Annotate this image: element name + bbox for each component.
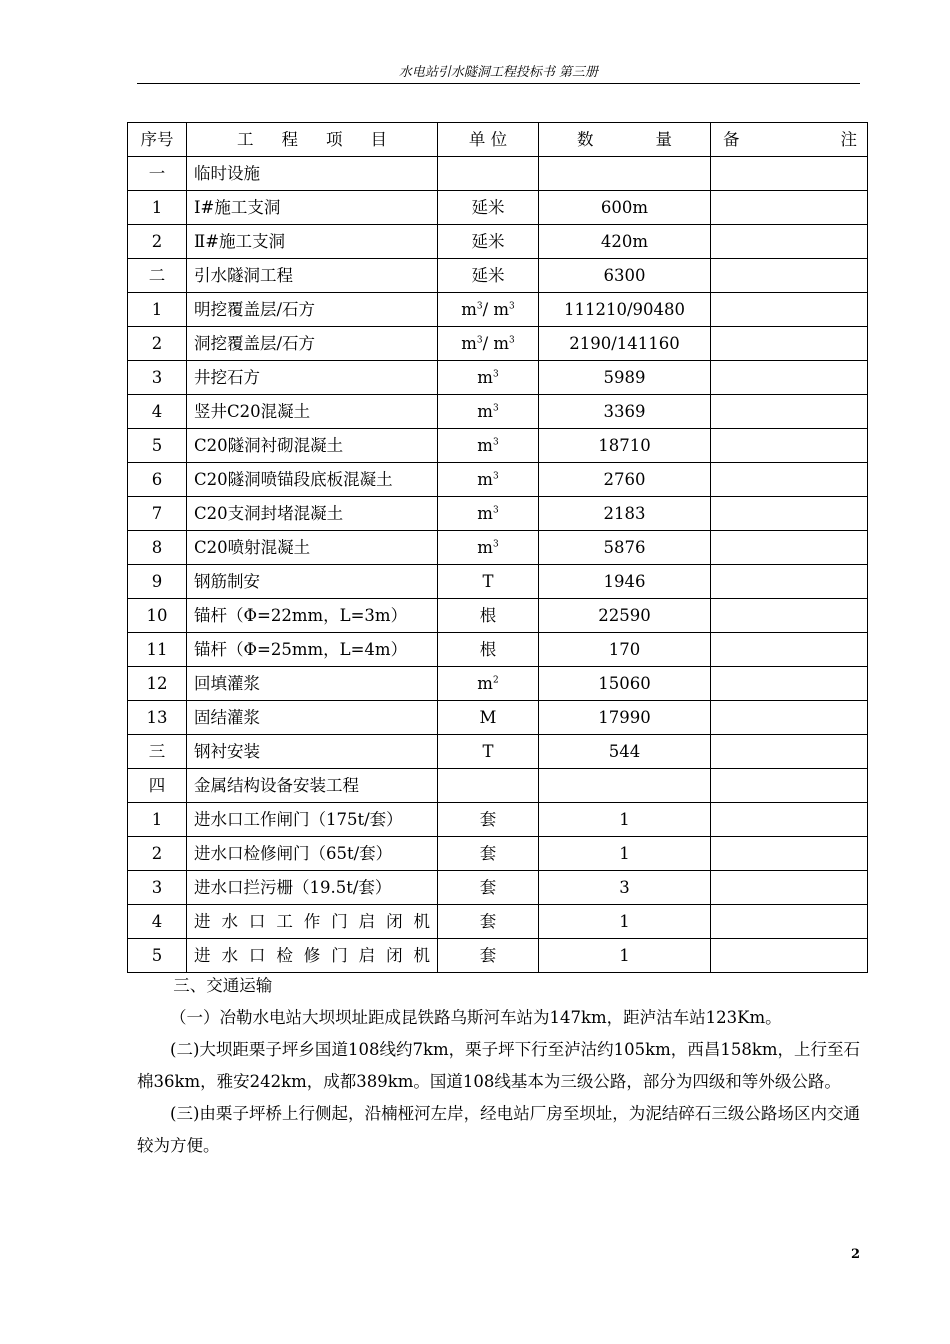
row-note xyxy=(711,769,868,803)
row-note xyxy=(711,735,868,769)
table-row xyxy=(128,259,868,293)
row-no: 11 xyxy=(128,633,187,667)
paragraph-1: （一）冶勒水电站大坝坝址距成昆铁路乌斯河车站为147km，距泸沽车站123Km。 xyxy=(170,1008,782,1027)
table-row xyxy=(128,905,868,939)
row-unit: 套 xyxy=(438,905,539,939)
row-note xyxy=(711,939,868,973)
row-no: 5 xyxy=(128,429,187,463)
row-item: C20支洞封堵混凝土 xyxy=(187,497,438,531)
table-row xyxy=(128,599,868,633)
row-qty: 17990 xyxy=(539,701,711,735)
header-note xyxy=(711,123,868,157)
table-row xyxy=(128,429,868,463)
table-row xyxy=(128,939,868,973)
row-item: 临时设施 xyxy=(187,157,438,191)
paragraph-3: (三)由栗子坪桥上行侧起，沿楠桠河左岸，经电站厂房至坝址，为泥结碎石三级公路场区内交通较为方便。 xyxy=(137,1104,860,1155)
row-item: C20隧洞喷锚段底板混凝土 xyxy=(187,463,438,497)
row-no: 8 xyxy=(128,531,187,565)
table-row xyxy=(128,191,868,225)
row-no: 9 xyxy=(128,565,187,599)
row-no: 一 xyxy=(128,157,187,191)
row-item: 金属结构设备安装工程 xyxy=(187,769,438,803)
header-item-text: 工 程 项 目 xyxy=(237,129,387,149)
row-no: 1 xyxy=(128,191,187,225)
row-note xyxy=(711,225,868,259)
row-unit: $m^2$ xyxy=(438,667,539,701)
row-no: 1 xyxy=(128,803,187,837)
row-item: 锚杆（Φ=22mm，L=3m） xyxy=(187,599,438,633)
row-item: C20隧洞衬砌混凝土 xyxy=(187,429,438,463)
row-item xyxy=(187,939,438,973)
row-item: 进水口检修闸门（65t/套） xyxy=(187,837,438,871)
table-header-row xyxy=(128,123,868,157)
row-qty: 1 xyxy=(539,837,711,871)
row-note xyxy=(711,327,868,361)
row-note xyxy=(711,191,868,225)
row-qty: 600m xyxy=(539,191,711,225)
row-no: 二 xyxy=(128,259,187,293)
row-note xyxy=(711,157,868,191)
table-row xyxy=(128,463,868,497)
row-unit: 套 xyxy=(438,871,539,905)
row-qty: 5989 xyxy=(539,361,711,395)
table-row xyxy=(128,633,868,667)
row-note xyxy=(711,667,868,701)
table-row xyxy=(128,803,868,837)
row-note xyxy=(711,701,868,735)
row-qty: 1 xyxy=(539,939,711,973)
header-note-text: 备 注 xyxy=(723,129,857,149)
row-item-text: 进水口工作门启闭机 xyxy=(194,911,430,931)
row-note xyxy=(711,837,868,871)
row-item: 竖井C20混凝土 xyxy=(187,395,438,429)
row-unit: T xyxy=(438,735,539,769)
table-row xyxy=(128,667,868,701)
table-row xyxy=(128,293,868,327)
row-unit: 根 xyxy=(438,633,539,667)
row-no: 3 xyxy=(128,871,187,905)
row-no: 4 xyxy=(128,905,187,939)
table-row xyxy=(128,837,868,871)
row-unit: $m^3$ xyxy=(438,361,539,395)
header-qty-text: 数 量 xyxy=(577,129,672,149)
row-qty: 2190/141160 xyxy=(539,327,711,361)
row-unit: 套 xyxy=(438,803,539,837)
header-rule xyxy=(137,83,860,84)
row-no: 5 xyxy=(128,939,187,973)
header-unit: 单 位 xyxy=(438,123,539,157)
row-no: 四 xyxy=(128,769,187,803)
header-qty xyxy=(539,123,711,157)
row-unit: $m^3$ xyxy=(438,531,539,565)
table-row xyxy=(128,871,868,905)
row-note xyxy=(711,633,868,667)
row-unit: $m^3$ xyxy=(438,395,539,429)
row-note xyxy=(711,565,868,599)
table-row xyxy=(128,565,868,599)
row-qty: 2183 xyxy=(539,497,711,531)
row-note xyxy=(711,463,868,497)
row-no: 3 xyxy=(128,361,187,395)
row-item: 井挖石方 xyxy=(187,361,438,395)
row-note xyxy=(711,429,868,463)
row-item: C20喷射混凝土 xyxy=(187,531,438,565)
row-qty: 15060 xyxy=(539,667,711,701)
bill-of-quantities-table xyxy=(127,122,868,973)
row-qty: 22590 xyxy=(539,599,711,633)
table-body xyxy=(128,157,868,973)
table-row xyxy=(128,361,868,395)
row-unit: $m^3/$ $m^3$ xyxy=(438,327,539,361)
row-item: 洞挖覆盖层/石方 xyxy=(187,327,438,361)
table-row xyxy=(128,327,868,361)
row-qty xyxy=(539,769,711,803)
row-no: 12 xyxy=(128,667,187,701)
row-note xyxy=(711,905,868,939)
row-qty: 3 xyxy=(539,871,711,905)
header-item xyxy=(187,123,438,157)
row-unit: T xyxy=(438,565,539,599)
row-qty: 420m xyxy=(539,225,711,259)
row-qty: 170 xyxy=(539,633,711,667)
row-no: 三 xyxy=(128,735,187,769)
row-item: 明挖覆盖层/石方 xyxy=(187,293,438,327)
row-qty: 111210/90480 xyxy=(539,293,711,327)
row-no: 7 xyxy=(128,497,187,531)
row-unit: $m^3$ xyxy=(438,497,539,531)
row-unit: M xyxy=(438,701,539,735)
table-row xyxy=(128,701,868,735)
table-row xyxy=(128,225,868,259)
row-item: Ⅰ#施工支洞 xyxy=(187,191,438,225)
row-unit: 延米 xyxy=(438,259,539,293)
paragraph-2: (二)大坝距栗子坪乡国道108线约7km，栗子坪下行至泸沽约105km，西昌158km，上行至石棉36km，雅安242km，成都389km。国道108线基本为三级公路，部分为四级和等外级公路。 xyxy=(137,1040,860,1091)
table-row xyxy=(128,157,868,191)
row-note xyxy=(711,599,868,633)
row-note xyxy=(711,395,868,429)
row-unit xyxy=(438,769,539,803)
row-note xyxy=(711,361,868,395)
row-item: 回填灌浆 xyxy=(187,667,438,701)
row-item: 锚杆（Φ=25mm，L=4m） xyxy=(187,633,438,667)
transport-section xyxy=(137,970,860,1162)
row-unit: 延米 xyxy=(438,191,539,225)
row-no: 2 xyxy=(128,225,187,259)
row-unit: $m^3$ xyxy=(438,429,539,463)
row-qty: 2760 xyxy=(539,463,711,497)
page-header: 水电站引水隧洞工程投标书 第三册 xyxy=(398,65,599,80)
row-unit: 延米 xyxy=(438,225,539,259)
row-note xyxy=(711,497,868,531)
row-unit: $m^3$ xyxy=(438,463,539,497)
row-no: 4 xyxy=(128,395,187,429)
row-item: Ⅱ#施工支洞 xyxy=(187,225,438,259)
row-no: 2 xyxy=(128,327,187,361)
row-qty: 3369 xyxy=(539,395,711,429)
row-qty: 1946 xyxy=(539,565,711,599)
row-note xyxy=(711,259,868,293)
row-qty: 18710 xyxy=(539,429,711,463)
row-qty: 544 xyxy=(539,735,711,769)
row-item: 进水口拦污栅（19.5t/套） xyxy=(187,871,438,905)
row-note xyxy=(711,293,868,327)
row-item: 引水隧洞工程 xyxy=(187,259,438,293)
table-row xyxy=(128,395,868,429)
row-item: 钢衬安装 xyxy=(187,735,438,769)
row-unit: 套 xyxy=(438,939,539,973)
row-qty: 6300 xyxy=(539,259,711,293)
table-row xyxy=(128,531,868,565)
row-qty xyxy=(539,157,711,191)
table-row xyxy=(128,497,868,531)
table-row xyxy=(128,735,868,769)
row-unit: $m^3/$ $m^3$ xyxy=(438,293,539,327)
row-item: 固结灌浆 xyxy=(187,701,438,735)
row-qty: 1 xyxy=(539,905,711,939)
header-no: 序号 xyxy=(128,123,187,157)
row-qty: 1 xyxy=(539,803,711,837)
row-note xyxy=(711,871,868,905)
row-note xyxy=(711,531,868,565)
row-unit: 根 xyxy=(438,599,539,633)
row-no: 13 xyxy=(128,701,187,735)
page-number: 2 xyxy=(850,1247,860,1262)
row-item: 钢筋制安 xyxy=(187,565,438,599)
row-item xyxy=(187,905,438,939)
row-no: 2 xyxy=(128,837,187,871)
row-no: 6 xyxy=(128,463,187,497)
row-item-text: 进水口检修门启闭机 xyxy=(194,945,430,965)
row-unit: 套 xyxy=(438,837,539,871)
row-no: 10 xyxy=(128,599,187,633)
row-unit xyxy=(438,157,539,191)
table-row xyxy=(128,769,868,803)
section-heading: 三、交通运输 xyxy=(173,976,273,995)
row-qty: 5876 xyxy=(539,531,711,565)
row-no: 1 xyxy=(128,293,187,327)
row-note xyxy=(711,803,868,837)
row-item: 进水口工作闸门（175t/套） xyxy=(187,803,438,837)
